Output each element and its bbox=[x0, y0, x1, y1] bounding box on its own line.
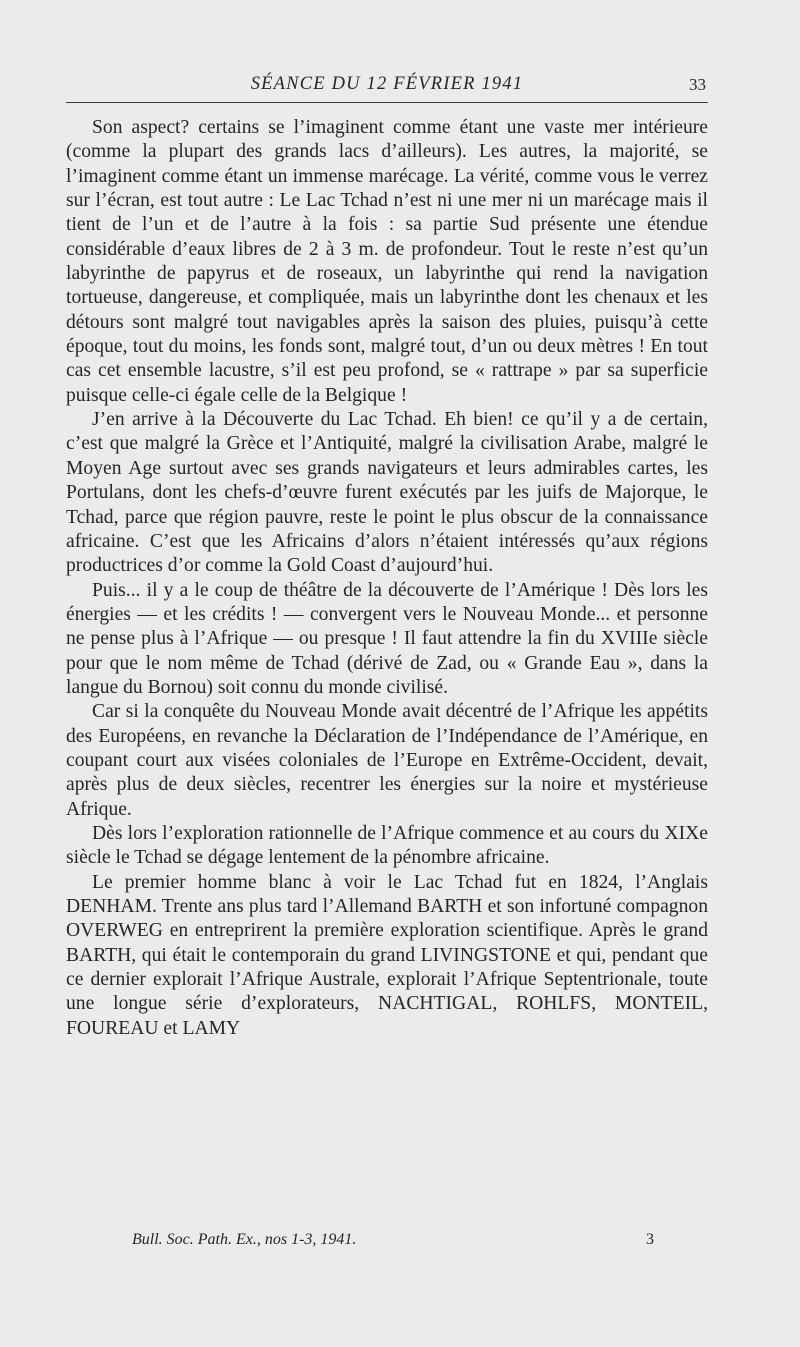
page-header bbox=[66, 72, 708, 103]
sheet-signature: 3 bbox=[646, 1231, 654, 1248]
footer-citation: Bull. Soc. Path. Ex., nos 1-3, 1941. bbox=[132, 1231, 357, 1248]
page-number: 33 bbox=[689, 75, 706, 94]
body-text bbox=[66, 116, 708, 1041]
page-footer bbox=[66, 1231, 708, 1253]
paragraph: J’en arrive à la Découverte du Lac Tchad. Eh bien! ce qu’il y a de certain, c’est que malgré la Grèce et l’Antiquité, malgré la civilisation Arabe, malgré le Moyen Age surtout avec ses grands navigateurs et leurs admirables cartes, les Portulans, dont les chefs-d’œuvre furent exécutés par les juifs de Majorque, le Tchad, parce que région pauvre, reste le point le plus obscur de la connaissance africaine. C’est que les Africains d’alors n’étaient intéressés qu’aux régions productrices d’or comme la Gold Coast d’aujourd’hui. bbox=[66, 409, 708, 577]
paragraph: Son aspect? certains se l’imaginent comme étant une vaste mer intérieure (comme la plupart des grands lacs d’ailleurs). Les autres, la majorité, se l’imaginent comme étant un immense marécage. La vérité, comme vous le verrez sur l’écran, est tout autre : Le Lac Tchad n’est ni une mer ni un marécage mais il tient de l’un et de l’autre à la fois : sa partie Sud présente une étendue considérable d’eaux libres de 2 à 3 m. de profondeur. Tout le reste n’est qu’un labyrinthe de papyrus et de roseaux, un labyrinthe qui rend la navigation tortueuse, dangereuse, et compliquée, mais un labyrinthe dont les chenaux et les détours sont malgré tout navigables après la saison des pluies, puisqu’à cette époque, tout du moins, les fonds sont, malgré tout, d’un ou deux mètres ! En tout cas cet ensemble lacustre, s’il est peu profond, se « rattrape » par sa superficie puisque celle-ci égale celle de la Belgique ! bbox=[66, 117, 708, 406]
paragraph: Le premier homme blanc à voir le Lac Tchad fut en 1824, l’Anglais DENHAM. Trente ans plus tard l’Allemand BARTH et son infortuné compagnon OVERWEG en entreprirent la première exploration scientifique. Après le grand BARTH, qui était le contemporain du grand LIVINGSTONE et qui, pendant que ce dernier explorait l’Afrique Australe, explorait l’Afrique Septentrionale, toute une longue série d’explorateurs, NACHTIGAL, ROHLFS, MONTEIL, FOUREAU et LAMY bbox=[66, 871, 708, 1039]
paragraph: Dès lors l’exploration rationnelle de l’Afrique commence et au cours du XIXe siècle le Tchad se dégage lentement de la pénombre africaine. bbox=[66, 822, 708, 869]
paragraph: Puis... il y a le coup de théâtre de la découverte de l’Amérique ! Dès lors les énergies — et les crédits ! — convergent vers le Nouveau Monde... et personne ne pense plus à l’Afrique — ou presque ! Il faut attendre la fin du XVIIIe siècle pour que le nom même de Tchad (dérivé de Zad, ou « Grande Eau », dans la langue du Bornou) soit connu du monde civilisé. bbox=[66, 579, 708, 698]
paragraph: Car si la conquête du Nouveau Monde avait décentré de l’Afrique les appétits des Européens, en revanche la Déclaration de l’Indépendance de l’Amérique, en coupant court aux visées coloniales de l’Europe en Extrême-Occident, devait, après plus de deux siècles, recentrer les énergies sur la noire et mystérieuse Afrique. bbox=[66, 701, 708, 820]
running-title: SÉANCE DU 12 FÉVRIER 1941 bbox=[250, 74, 524, 94]
